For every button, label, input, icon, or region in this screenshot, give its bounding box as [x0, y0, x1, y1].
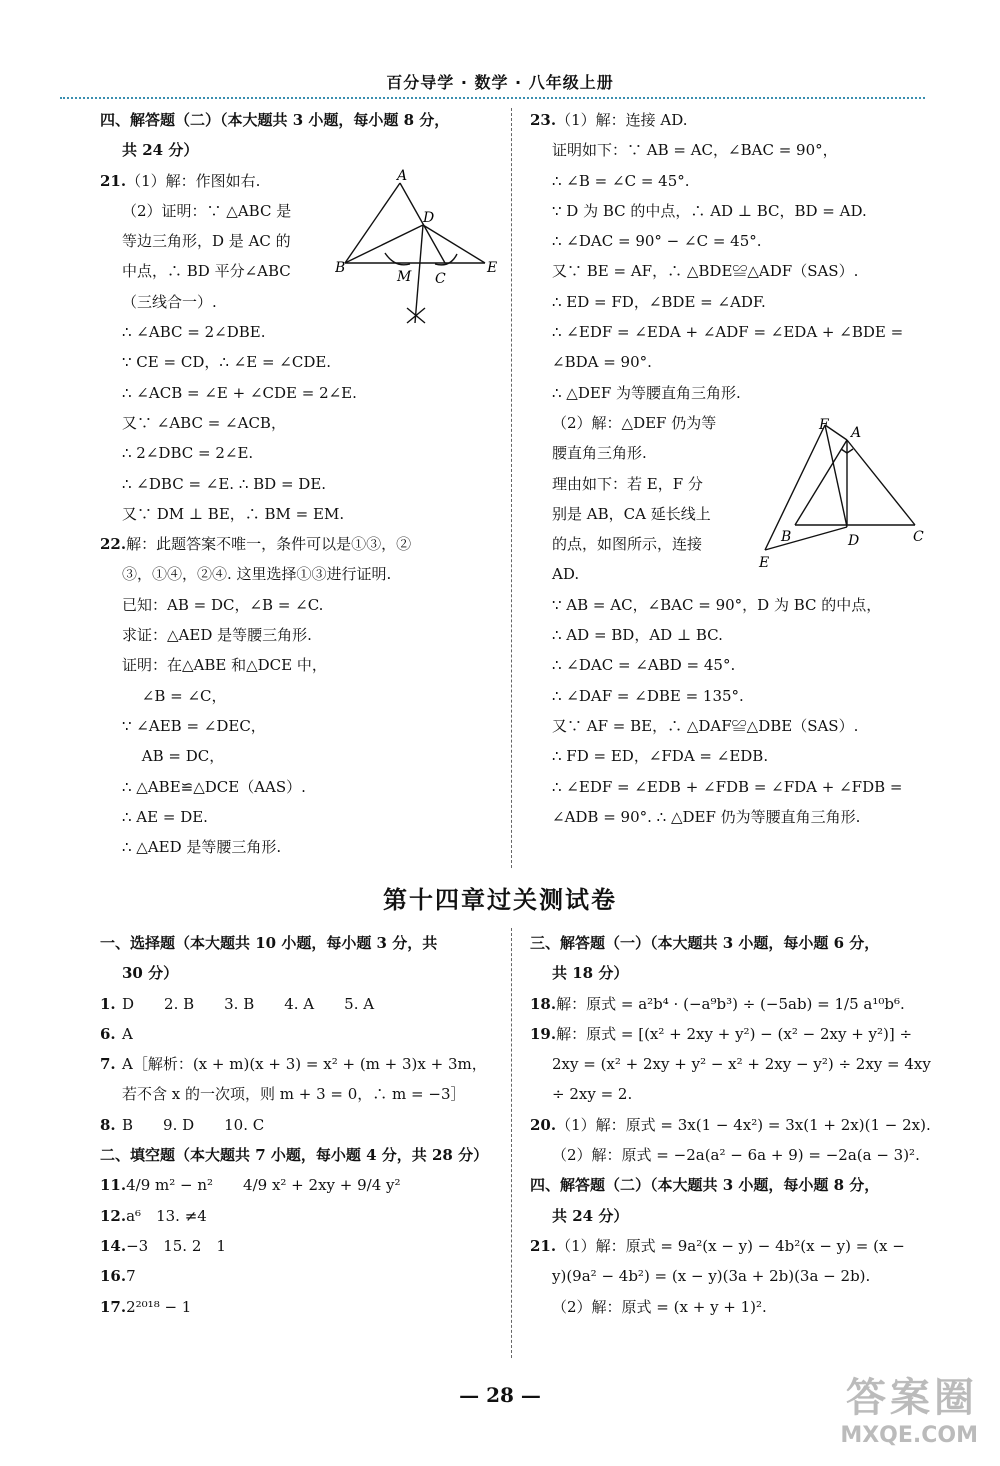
question-number: 16.: [100, 1267, 127, 1286]
left-bottom-column: [100, 928, 500, 1322]
answer-text: ∴ ∠EDF = ∠EDA + ∠ADF = ∠EDA + ∠BDE =: [552, 323, 904, 342]
question-number: 8.: [100, 1115, 116, 1134]
answer-line: [530, 802, 930, 832]
question-number: 1.: [100, 994, 116, 1013]
answer-text: 又∵ DM ⊥ BE，∴ BM = EM.: [122, 504, 345, 523]
answer-text: 证明：在△ABE 和△DCE 中，: [122, 656, 327, 675]
fig1-label-b: B: [335, 260, 346, 276]
answer-text: 证明如下：∵ AB = AC，∠BAC = 90°，: [552, 141, 838, 160]
answer-line: [530, 226, 930, 256]
answer-line: [530, 287, 930, 317]
question-number: 7.: [100, 1055, 116, 1074]
answer-text: 中点，∴ BD 平分∠ABC: [122, 262, 291, 281]
answer-text: 又∵ AF = BE，∴ △DAF≌△DBE（SAS）.: [552, 716, 859, 735]
watermark-logo: 答案圈: [846, 1375, 978, 1421]
answer-text: 四、解答题（二）（本大题共 3 小题，每小题 8 分，: [100, 111, 450, 129]
answer-line: [100, 650, 500, 680]
answer-text: 已知：AB = DC，∠B = ∠C.: [122, 595, 324, 614]
answer-line: [100, 1292, 500, 1322]
question-number: 12.: [100, 1206, 127, 1225]
figure-triangle-abc: [335, 168, 505, 338]
answer-line: [530, 1292, 930, 1322]
answer-text: 腰直角三角形.: [552, 444, 647, 463]
question-number: 6.: [100, 1024, 116, 1043]
answer-text: ∠B = ∠C，: [122, 686, 227, 705]
question-number: 21.: [100, 171, 127, 190]
question-number: 18.: [530, 994, 557, 1013]
answer-line: [530, 590, 930, 620]
answer-text: D 2. B 3. B 4. A 5. A: [122, 994, 375, 1013]
answer-line: [100, 802, 500, 832]
answer-text: ∵ CE = CD，∴ ∠E = ∠CDE.: [122, 353, 332, 372]
column-divider-bottom: [511, 928, 512, 1358]
answer-line: [100, 928, 500, 958]
answer-text: a⁶ 13. ≠4: [126, 1206, 207, 1225]
answer-text: ∠BDA = 90°.: [552, 353, 652, 372]
answer-line: [100, 559, 500, 589]
answer-text: 4/9 m² − n² 4/9 x² + 2xy + 9/4 y²: [126, 1176, 401, 1195]
fig2-label-e: E: [759, 555, 770, 571]
answer-text: 2xy = (x² + 2xy + y² − x² + 2xy − y²) ÷ 2xy = 4xy: [552, 1055, 931, 1074]
answer-line: [530, 1019, 930, 1049]
answer-text: （2）解：原式 = (x + y + 1)².: [552, 1297, 767, 1316]
answer-line: [530, 928, 930, 958]
right-bottom-column: [530, 928, 930, 1322]
answer-text: 2²⁰¹⁸ − 1: [126, 1297, 192, 1316]
answer-line: [530, 650, 930, 680]
answer-text: B 9. D 10. C: [122, 1115, 265, 1134]
header-divider: [60, 97, 925, 99]
answer-text: ∵ ∠AEB = ∠DEC，: [122, 716, 266, 735]
question-number: 17.: [100, 1297, 127, 1316]
answer-line: [100, 741, 500, 771]
answer-text: （2）解：原式 = −2a(a² − 6a + 9) = −2a(a − 3)².: [552, 1146, 920, 1165]
fig1-label-c: C: [435, 271, 446, 287]
answer-text: ∴ △AED 是等腰三角形.: [122, 838, 282, 857]
answer-text: 共 24 分）: [122, 141, 199, 160]
answer-text: ∴ △ABE≌△DCE（AAS）.: [122, 777, 306, 796]
answer-text: ③，①④，②④. 这里选择①③进行证明.: [122, 565, 392, 584]
answer-text: ∴ 2∠DBC = 2∠E.: [122, 444, 254, 463]
answer-line: [100, 378, 500, 408]
answer-line: [530, 105, 930, 135]
answer-text: （1）解：原式 = 3x(1 − 4x²) = 3x(1 + 2x)(1 − 2x).: [556, 1115, 931, 1134]
figure-triangle-def: [755, 415, 935, 575]
answer-text: 等边三角形，D 是 AC 的: [122, 232, 291, 251]
question-number: 20.: [530, 1115, 557, 1134]
answer-text: 别是 AB，CA 延长线上: [552, 504, 711, 523]
answer-text: ∴ ∠DBC = ∠E. ∴ BD = DE.: [122, 474, 327, 493]
answer-text: ÷ 2xy = 2.: [552, 1085, 633, 1104]
answer-line: [530, 196, 930, 226]
answer-line: [530, 135, 930, 165]
answer-text: 共 24 分）: [552, 1206, 629, 1225]
answer-line: [530, 958, 930, 988]
fig2-label-c: C: [913, 529, 924, 545]
column-divider-top: [511, 108, 512, 868]
answer-text: 二、填空题（本大题共 7 小题，每小题 4 分，共 28 分）: [100, 1146, 489, 1165]
answer-text: 四、解答题（二）（本大题共 3 小题，每小题 8 分，: [530, 1176, 880, 1195]
answer-text: 解：此题答案不唯一，条件可以是①③，②: [126, 535, 412, 554]
answer-text: 又∵ BE = AF，∴ △BDE≌△ADF（SAS）.: [552, 262, 859, 281]
answer-line: [530, 681, 930, 711]
answer-text: −3 15. 2 1: [126, 1236, 226, 1255]
answer-text: 理由如下：若 E，F 分: [552, 474, 703, 493]
answer-line: [530, 989, 930, 1019]
answer-text: ∵ AB = AC，∠BAC = 90°，D 为 BC 的中点，: [552, 595, 882, 614]
answer-text: 又∵ ∠ABC = ∠ACB，: [122, 413, 286, 432]
answer-text: ∴ ∠ABC = 2∠DBE.: [122, 323, 266, 342]
answer-line: [530, 317, 930, 347]
answer-text: AD.: [552, 565, 580, 584]
question-number: 11.: [100, 1176, 127, 1195]
answer-line: [100, 711, 500, 741]
fig2-label-d: D: [848, 533, 860, 549]
question-number: 19.: [530, 1024, 557, 1043]
answer-line: [100, 620, 500, 650]
answer-text: ∴ ∠DAC = 90° − ∠C = 45°.: [552, 232, 762, 251]
fig1-label-m: M: [397, 269, 412, 285]
answer-line: [530, 1079, 930, 1109]
answer-text: ∴ FD = ED，∠FDA = ∠EDB.: [552, 747, 769, 766]
answer-text: 解：原式 = [(x² + 2xy + y²) − (x² − 2xy + y²)] ÷: [556, 1024, 913, 1043]
page-number: — 28 —: [459, 1383, 541, 1407]
answer-text: 一、选择题（本大题共 10 小题，每小题 3 分，共: [100, 934, 438, 952]
answer-text: （1）解：原式 = 9a²(x − y) − 4b²(x − y) = (x −: [556, 1236, 905, 1255]
answer-line: [100, 529, 500, 559]
answer-text: 共 18 分）: [552, 964, 629, 983]
answer-text: AB = DC，: [122, 747, 225, 766]
answer-line: [530, 1049, 930, 1079]
answer-line: [100, 681, 500, 711]
fig2-label-b: B: [781, 529, 792, 545]
section-title: 第十四章过关测试卷: [383, 886, 617, 914]
answer-text: 若不含 x 的一次项，则 m + 3 = 0，∴ m = −3］: [122, 1085, 466, 1104]
answer-text: ∴ AE = DE.: [122, 807, 208, 826]
answer-line: [530, 1140, 930, 1170]
answer-text: y)(9a² − 4b²) = (x − y)(3a + 2b)(3a − 2b).: [552, 1267, 871, 1286]
answer-line: [100, 408, 500, 438]
watermark-url: MXQE.COM: [840, 1423, 978, 1448]
answer-text: ∴ △DEF 为等腰直角三角形.: [552, 383, 741, 402]
answer-line: [530, 772, 930, 802]
answer-line: [100, 1140, 500, 1170]
answer-text: 三、解答题（一）（本大题共 3 小题，每小题 6 分，: [530, 934, 880, 952]
answer-line: [530, 1261, 930, 1291]
answer-line: [530, 741, 930, 771]
answer-line: [100, 135, 500, 165]
answer-text: 求证：△AED 是等腰三角形.: [122, 626, 312, 645]
answer-line: [100, 832, 500, 862]
answer-line: [100, 469, 500, 499]
answer-line: [530, 711, 930, 741]
answer-line: [100, 347, 500, 377]
answer-text: A［解析：(x + m)(x + 3) = x² + (m + 3)x + 3m，: [122, 1055, 487, 1074]
answer-line: [530, 166, 930, 196]
fig1-label-e: E: [487, 260, 498, 276]
answer-line: [100, 1110, 500, 1140]
answer-line: [100, 1019, 500, 1049]
answer-text: ∴ ∠B = ∠C = 45°.: [552, 171, 690, 190]
answer-line: [530, 1201, 930, 1231]
answer-line: [100, 772, 500, 802]
answer-text: 7: [126, 1267, 136, 1286]
question-number: 22.: [100, 535, 127, 554]
answer-text: ∴ ∠ACB = ∠E + ∠CDE = 2∠E.: [122, 383, 357, 402]
answer-line: [100, 590, 500, 620]
answer-line: [100, 958, 500, 988]
answer-line: [530, 1110, 930, 1140]
page-header: 百分导学 · 数学 · 八年级上册: [386, 73, 614, 92]
answer-text: （2）解：△DEF 仍为等: [552, 413, 717, 432]
watermark: [840, 1366, 978, 1448]
answer-text: （三线合一）.: [122, 292, 217, 311]
answer-text: ∵ D 为 BC 的中点，∴ AD ⊥ BC，BD = AD.: [552, 201, 867, 220]
answer-text: ∴ ∠DAF = ∠DBE = 135°.: [552, 686, 744, 705]
answer-text: A: [122, 1024, 133, 1043]
answer-text: ∴ AD = BD，AD ⊥ BC.: [552, 626, 723, 645]
answer-line: [100, 1170, 500, 1200]
answer-line: [530, 347, 930, 377]
answer-text: 的点，如图所示，连接: [552, 535, 703, 554]
question-number: 14.: [100, 1236, 127, 1255]
answer-line: [100, 1201, 500, 1231]
answer-line: [100, 1231, 500, 1261]
answer-line: [100, 1261, 500, 1291]
fig2-label-a: A: [851, 425, 862, 441]
answer-line: [530, 1231, 930, 1261]
answer-line: [100, 1049, 500, 1079]
answer-text: ∠ADB = 90°. ∴ △DEF 仍为等腰直角三角形.: [552, 807, 861, 826]
answer-text: 30 分）: [122, 964, 179, 983]
answer-line: [530, 378, 930, 408]
fig2-label-f: F: [819, 417, 829, 433]
answer-text: ∴ ∠DAC = ∠ABD = 45°.: [552, 656, 736, 675]
answer-line: [530, 1170, 930, 1200]
answer-line: [100, 989, 500, 1019]
answer-text: （1）解：连接 AD.: [556, 111, 688, 129]
answer-line: [530, 256, 930, 286]
answer-line: [100, 105, 500, 135]
question-number: 21.: [530, 1236, 557, 1255]
question-number: 23.: [530, 111, 557, 129]
answer-line: [100, 438, 500, 468]
answer-line: [530, 620, 930, 650]
answer-text: ∴ ∠EDF = ∠EDB + ∠FDB = ∠FDA + ∠FDB =: [552, 777, 903, 796]
fig1-label-a: A: [397, 168, 408, 184]
answer-text: ∴ ED = FD，∠BDE = ∠ADF.: [552, 292, 766, 311]
answer-text: 解：原式 = a²b⁴ · (−a⁹b³) ÷ (−5ab) = 1/5 a¹⁰b⁶.: [556, 994, 905, 1013]
fig1-label-d: D: [423, 210, 435, 226]
answer-line: [100, 499, 500, 529]
answer-line: [100, 1079, 500, 1109]
answer-text: （2）证明：∵ △ABC 是: [122, 201, 292, 220]
answer-text: （1）解：作图如右.: [126, 171, 261, 190]
